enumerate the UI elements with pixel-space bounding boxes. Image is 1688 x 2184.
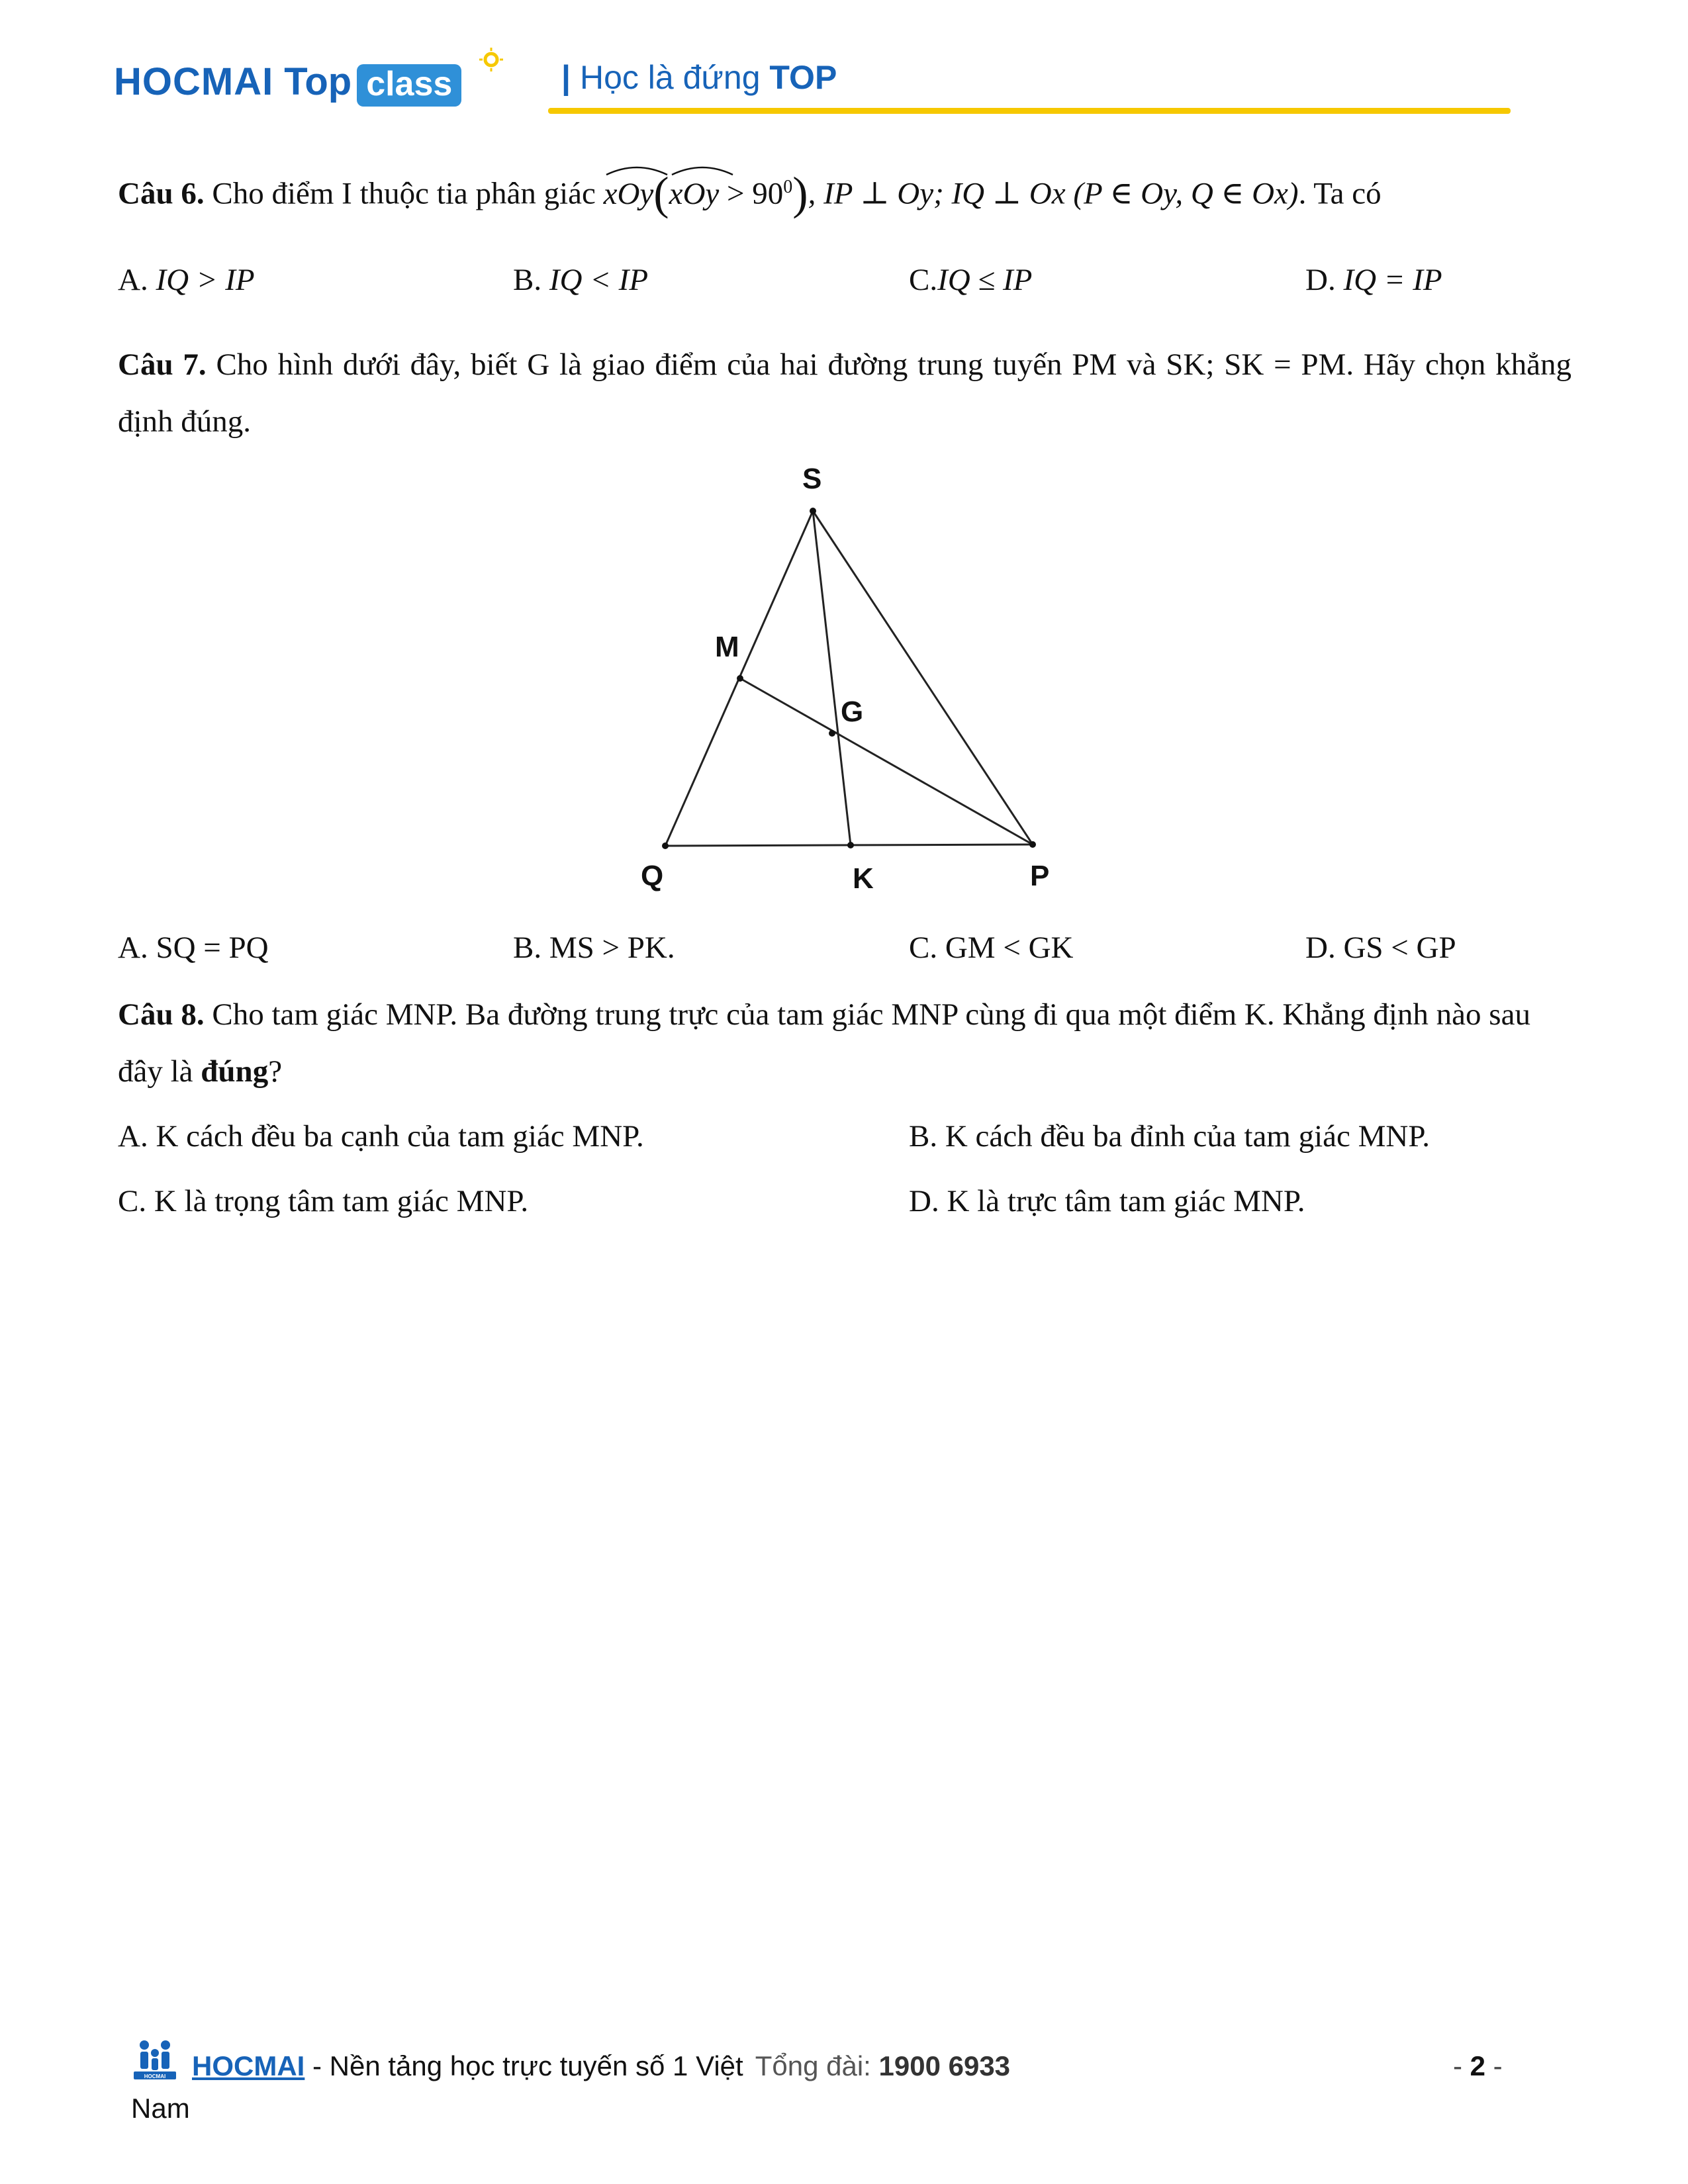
svg-text:HOCMAI: HOCMAI — [144, 2073, 166, 2079]
point-M — [737, 675, 743, 682]
q6-option-d[interactable]: D. IQ = IP — [1305, 263, 1442, 297]
footer-hotline-label: Tổng đài: — [755, 2050, 871, 2081]
page-number: - 2 - — [1453, 2050, 1503, 2081]
tagline-top-word: TOP — [769, 59, 837, 96]
angle-hat-icon — [604, 164, 670, 177]
label-Q: Q — [641, 860, 664, 892]
logo-class-badge: class — [357, 64, 461, 107]
footer-slogan: - Nền tảng học trực tuyến số 1 Việt — [305, 2050, 743, 2081]
footer-hotline: 1900 6933 — [878, 2050, 1011, 2081]
median-PM — [740, 678, 1033, 844]
q7-option-a[interactable]: A. SQ = PQ — [118, 931, 269, 965]
q8-option-c[interactable]: C. K là trọng tâm tam giác MNP. — [118, 1184, 529, 1218]
q6-option-c[interactable]: C.IQ ≤ IP — [909, 263, 1033, 297]
question-6-label: Câu 6. — [118, 176, 205, 211]
q7-option-d[interactable]: D. GS < GP — [1305, 931, 1456, 965]
header-tagline — [561, 58, 837, 97]
question-7 — [118, 336, 1571, 450]
logo-hocmai-text: HOCMAI — [114, 60, 274, 103]
q6-option-a[interactable]: A. IQ > IP — [118, 263, 255, 297]
question-7-label: Câu 7. — [118, 347, 207, 382]
label-G: G — [841, 696, 864, 728]
tagline-separator: | — [561, 59, 571, 96]
point-P — [1029, 841, 1036, 848]
footer-slogan-line — [192, 2050, 1010, 2082]
question-6 — [118, 159, 1571, 223]
point-K — [847, 842, 854, 848]
point-S — [810, 508, 816, 514]
point-G — [829, 730, 835, 737]
page-footer — [0, 2038, 1688, 2184]
angle-hat-icon — [669, 164, 735, 177]
question-8: Câu 8. Cho tam giác MNP. Ba đường trung trực của tam giác MNP cùng đi qua một điểm K. Khẳng định nào sau đây là đúng? — [118, 997, 1530, 1089]
question-6-relation: , IP ⊥ Oy; IQ ⊥ Ox (P ∈ Oy, Q ∈ Ox) — [808, 176, 1299, 211]
triangle-figure — [616, 457, 1092, 907]
point-Q — [662, 842, 669, 849]
question-8-bold-word: đúng — [201, 1054, 269, 1089]
hocmai-topclass-logo — [114, 52, 461, 111]
label-K: K — [853, 862, 874, 895]
footer-wrap-word: Nam — [131, 2093, 190, 2124]
label-M: M — [715, 631, 739, 663]
q6-option-b[interactable]: B. IQ < IP — [513, 263, 649, 297]
footer-brand-link[interactable]: HOCMAI — [192, 2050, 305, 2081]
question-6-end: . Ta có — [1298, 176, 1382, 211]
page-header — [0, 0, 1688, 132]
question-6-angle-inner: xOy — [669, 165, 720, 222]
label-P: P — [1030, 860, 1050, 892]
q7-option-c[interactable]: C. GM < GK — [909, 931, 1074, 965]
paren-open: ( — [653, 168, 669, 220]
q8-option-b[interactable]: B. K cách đều ba đỉnh của tam giác MNP. — [909, 1119, 1430, 1154]
question-8-label: Câu 8. — [118, 997, 205, 1032]
q8-option-d[interactable]: D. K là trực tâm tam giác MNP. — [909, 1184, 1305, 1218]
header-divider — [548, 108, 1511, 114]
hocmai-people-icon — [131, 2038, 179, 2085]
question-8-text: Cho tam giác MNP. Ba đường trung trực của tam giác MNP cùng đi qua một điểm K. Khẳng định nào sau đây là — [118, 997, 1530, 1089]
logo-top-text: Top — [284, 60, 352, 103]
sun-icon — [479, 48, 503, 71]
question-6-text: Cho điểm I thuộc tia phân giác — [212, 176, 596, 211]
tagline-text: Học là đứng — [580, 59, 761, 96]
paren-close: ) — [792, 168, 808, 220]
degree-mark: 0 — [783, 177, 793, 197]
question-7-text: Cho hình dưới đây, biết G là giao điểm của hai đường trung tuyến PM và SK; SK = PM. Hãy chọn khẳng định đúng. — [118, 347, 1572, 439]
label-S: S — [802, 463, 822, 495]
question-6-angle: xOy — [604, 165, 654, 222]
question-6-condition: > 90 — [719, 176, 784, 211]
q8-option-a[interactable]: A. K cách đều ba cạnh của tam giác MNP. — [118, 1119, 644, 1154]
q7-option-b[interactable]: B. MS > PK. — [513, 931, 675, 965]
